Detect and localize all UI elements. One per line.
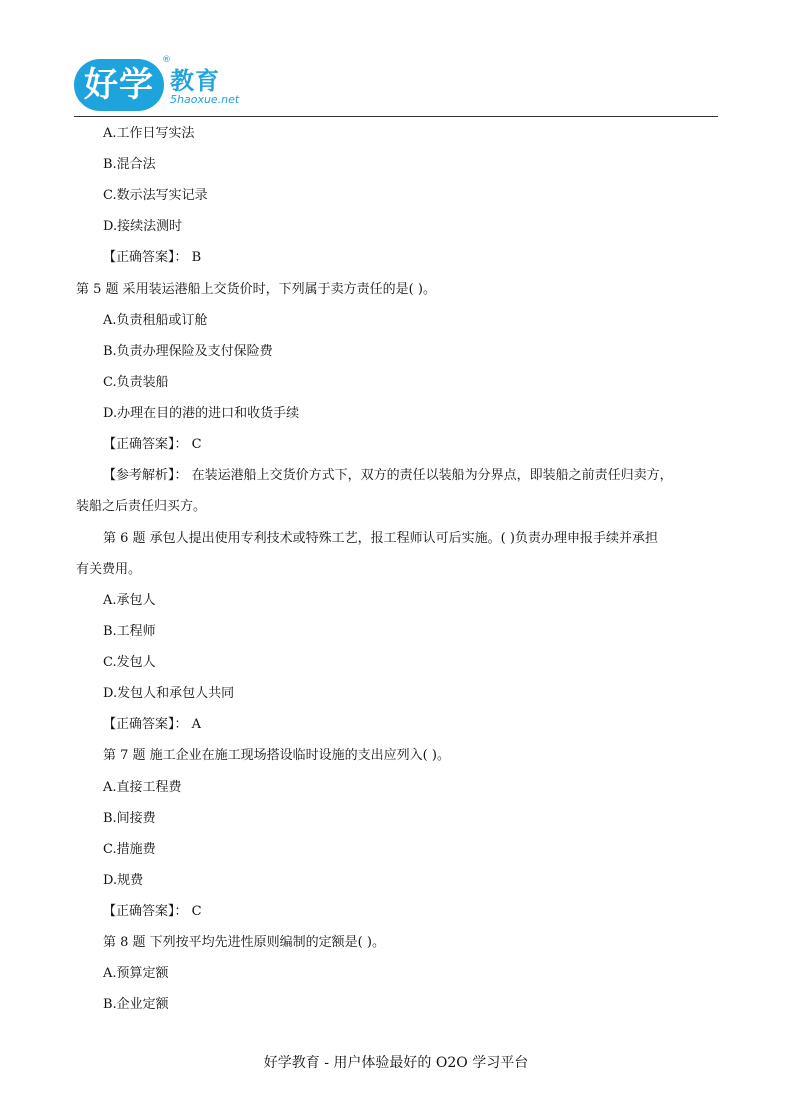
logo-mark: 好学 [74,59,164,111]
option-line: D.接续法测时 [103,219,183,234]
question-line: 第 5 题 采用装运港船上交货价时，下列属于卖方责任的是( )。 [76,282,436,297]
logo-text: 教育 [170,67,220,95]
option-line: A.预算定额 [103,966,169,981]
option-line: A.工作日写实法 [103,126,195,141]
question-line: 有关费用。 [76,562,142,577]
question-line: 第 7 题 施工企业在施工现场搭设临时设施的支出应列入( )。 [103,748,450,763]
answer-line: 【正确答案】： B [103,250,202,265]
option-line: C.数示法写实记录 [103,188,208,203]
answer-line: 【正确答案】： A [103,717,202,732]
option-line: A.承包人 [103,593,156,608]
option-line: B.负责办理保险及支付保险费 [103,344,273,359]
logo [74,55,254,115]
option-line: C.负责装船 [103,375,169,390]
explanation-line: 装船之后责任归买方。 [76,499,207,514]
answer-line: 【正确答案】： C [103,437,202,452]
logo-url: 5haoxue.net [170,93,240,106]
registered-mark: ® [162,55,171,65]
option-line: B.企业定额 [103,997,169,1012]
option-line: A.负责租船或订舱 [103,313,208,328]
option-line: C.发包人 [103,655,156,670]
option-line: D.规费 [103,873,144,888]
answer-line: 【正确答案】： C [103,904,202,919]
option-line: B.工程师 [103,624,156,639]
question-line: 第 8 题 下列按平均先进性原则编制的定额是( )。 [103,935,385,950]
question-line: 第 6 题 承包人提出使用专利技术或特殊工艺，报工程师认可后实施。( )负责办理申报手续并承担 [103,531,658,546]
header-rule [74,116,718,117]
option-line: D.发包人和承包人共同 [103,686,235,701]
option-line: B.间接费 [103,811,156,826]
explanation-line: 【参考解析】： 在装运港船上交货价方式下，双方的责任以装船为分界点，即装船之前责任归卖方， [103,468,673,483]
option-line: D.办理在目的港的进口和收货手续 [103,406,300,421]
option-line: C.措施费 [103,842,156,857]
page-footer: 好学教育 - 用户体验最好的 O2O 学习平台 [263,1055,529,1071]
option-line: A.直接工程费 [103,780,182,795]
option-line: B.混合法 [103,157,156,172]
